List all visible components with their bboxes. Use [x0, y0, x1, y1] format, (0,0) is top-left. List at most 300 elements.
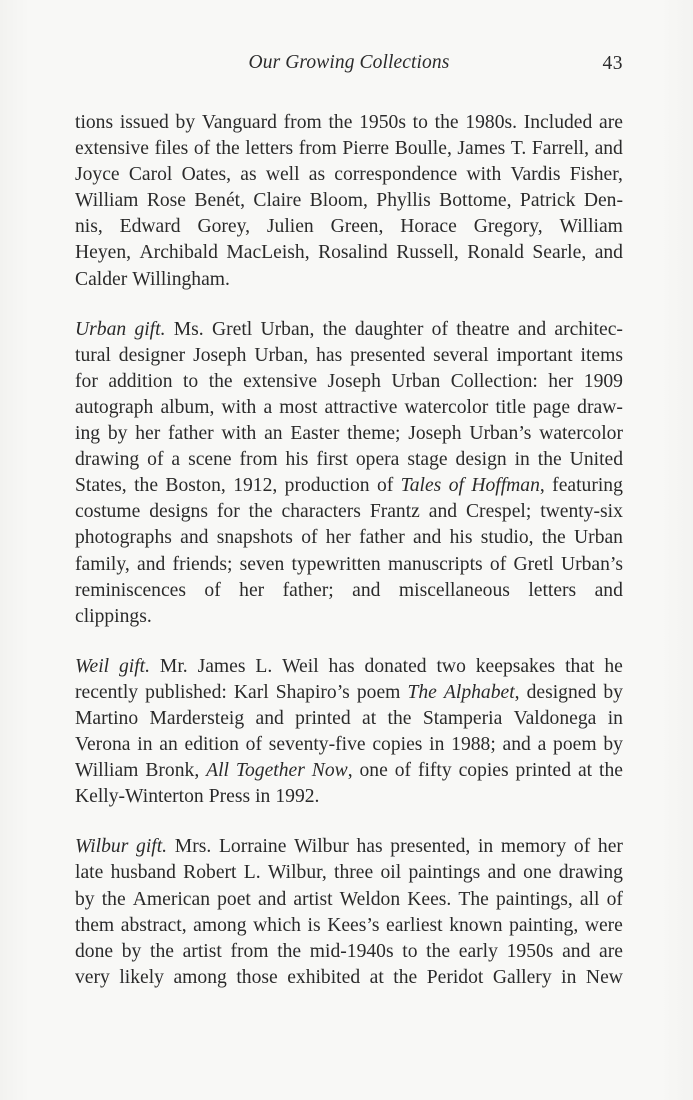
roman-text: seventy-five: [268, 734, 366, 756]
word: [527, 680, 597, 706]
word: [488, 860, 516, 886]
word: [451, 732, 496, 758]
word: [286, 447, 309, 473]
word: [595, 578, 623, 604]
word: [268, 860, 327, 886]
word: [217, 499, 240, 525]
roman-text: costume: [75, 501, 141, 523]
roman-text: Included: [523, 112, 593, 133]
word: [120, 214, 181, 240]
running-head: [75, 52, 623, 82]
roman-text: Joseph: [193, 344, 247, 366]
word: [282, 499, 361, 525]
word: [429, 732, 444, 758]
word: [75, 860, 103, 886]
roman-text: a: [263, 396, 273, 418]
roman-text: her: [548, 370, 574, 392]
word: [459, 758, 509, 784]
word: [132, 267, 230, 293]
roman-text: he: [604, 655, 623, 677]
roman-text: Archibald: [139, 242, 218, 264]
roman-text: first: [316, 449, 348, 471]
roman-text: Lorraine: [218, 836, 287, 858]
word: [532, 240, 586, 266]
roman-text: typewritten: [291, 553, 381, 575]
word: [407, 680, 436, 706]
word: [449, 473, 464, 499]
roman-text: Urban’s: [469, 423, 532, 445]
roman-text: has: [316, 344, 343, 366]
roman-text: opera: [355, 449, 400, 471]
roman-text: photographs: [75, 527, 172, 549]
roman-text: as: [308, 164, 326, 186]
word: [459, 939, 498, 965]
roman-text: several: [433, 344, 489, 366]
word: [548, 369, 573, 395]
paragraph-gap: [75, 810, 623, 834]
text-line: [75, 317, 623, 343]
roman-text: the: [541, 527, 566, 549]
roman-text: Press: [208, 786, 251, 808]
text-line: [75, 680, 623, 706]
text-line: [75, 860, 623, 886]
word: [450, 525, 473, 551]
word: [327, 913, 379, 939]
roman-text: a: [537, 734, 547, 756]
roman-text: tural: [75, 344, 111, 366]
text-line: [75, 654, 623, 680]
roman-text: Rose: [146, 190, 186, 212]
word: [279, 395, 317, 421]
roman-text: are: [599, 112, 623, 133]
word: [75, 343, 111, 369]
word: [295, 706, 351, 732]
roman-text: addition: [108, 370, 173, 392]
roman-text: and: [502, 734, 531, 756]
word: [435, 110, 459, 136]
roman-text: well: [265, 164, 300, 186]
word: [159, 732, 178, 758]
roman-text: of: [431, 318, 448, 340]
word: [599, 110, 623, 136]
word: [533, 395, 570, 421]
roman-text: to: [182, 370, 199, 392]
word: [329, 654, 355, 680]
word: [323, 317, 347, 343]
word: [539, 421, 623, 447]
word: [513, 552, 553, 578]
word: [285, 473, 370, 499]
word: [451, 369, 538, 395]
roman-text: Claire: [253, 190, 302, 212]
word: [365, 654, 427, 680]
roman-text: American: [132, 888, 210, 910]
roman-text: presented: [350, 344, 426, 366]
word: [136, 834, 167, 860]
word: [496, 887, 573, 913]
roman-text: Ms.: [173, 318, 204, 340]
word: [202, 110, 277, 136]
roman-text: his: [285, 449, 309, 471]
word: [75, 939, 113, 965]
word: [357, 680, 401, 706]
word: [209, 369, 233, 395]
roman-text: drawing: [558, 862, 623, 884]
roman-text: her: [325, 527, 351, 549]
roman-text: Verona: [75, 734, 131, 756]
word: [559, 214, 622, 240]
word: [407, 887, 451, 913]
roman-text: featuring: [552, 475, 623, 497]
roman-text: abstract,: [120, 914, 187, 936]
roman-text: by: [107, 423, 128, 445]
word: [456, 447, 507, 473]
roman-text: of: [376, 475, 394, 497]
text-line: [75, 499, 623, 525]
word: [562, 939, 590, 965]
word: [309, 162, 325, 188]
word: [75, 965, 110, 991]
word: [75, 214, 103, 240]
word: [347, 421, 400, 447]
word: [147, 447, 163, 473]
word: [233, 473, 277, 499]
roman-text: Kees’s: [327, 914, 380, 936]
roman-text: her: [597, 836, 623, 858]
text-line: [75, 447, 623, 473]
roman-text: and: [352, 579, 381, 601]
word: [328, 110, 352, 136]
roman-text: Joseph: [408, 423, 462, 445]
roman-text: Edward: [119, 216, 181, 238]
word: [603, 732, 623, 758]
roman-text: an: [264, 423, 283, 445]
roman-text: family,: [75, 553, 130, 575]
roman-text: 1912,: [233, 475, 278, 497]
word: [433, 343, 488, 369]
roman-text: and: [255, 707, 284, 729]
roman-text: the: [537, 449, 562, 471]
roman-text: designer: [118, 344, 186, 366]
word: [75, 758, 138, 784]
word: [149, 706, 244, 732]
word: [474, 214, 543, 240]
roman-text: Gallery: [492, 966, 552, 988]
word: [183, 369, 198, 395]
roman-text: Rosalind: [318, 242, 388, 264]
word: [598, 834, 623, 860]
word: [108, 369, 172, 395]
italic-text: Tales: [400, 475, 442, 497]
roman-text: Wilbur,: [267, 862, 327, 884]
roman-text: of: [489, 553, 507, 575]
word: [308, 913, 321, 939]
roman-text: those: [236, 966, 278, 988]
roman-text: Crespel;: [465, 501, 532, 523]
roman-text: at: [362, 707, 377, 729]
roman-text: Willingham.: [132, 268, 230, 290]
word: [586, 965, 623, 991]
roman-text: Heyen,: [75, 242, 132, 264]
word: [542, 525, 566, 551]
roman-text: has: [356, 836, 383, 858]
word: [75, 680, 138, 706]
roman-text: Green,: [330, 216, 384, 238]
roman-text: the: [101, 888, 126, 910]
roman-text: are: [599, 940, 623, 962]
word: [149, 499, 208, 525]
word: [137, 732, 152, 758]
word: [599, 758, 623, 784]
roman-text: Joseph: [327, 370, 381, 392]
roman-text: paintings,: [496, 888, 573, 910]
word: [75, 369, 98, 395]
roman-text: of: [301, 527, 318, 549]
word: [129, 162, 173, 188]
roman-text: L.: [243, 862, 261, 884]
roman-text: is: [307, 914, 321, 936]
word: [293, 887, 332, 913]
word: [334, 860, 373, 886]
roman-text: files: [154, 138, 189, 160]
word: [75, 784, 204, 810]
word: [495, 395, 525, 421]
word: [574, 525, 623, 551]
word: [140, 240, 218, 266]
word: [267, 214, 314, 240]
roman-text: by: [603, 734, 623, 756]
roman-text: daughter: [354, 318, 424, 340]
word: [514, 706, 597, 732]
roman-text: album,: [160, 396, 215, 418]
roman-text: Mrs.: [174, 836, 212, 858]
word: [75, 162, 120, 188]
roman-text: Julien: [266, 216, 314, 238]
roman-text: known: [449, 914, 503, 936]
word: [108, 421, 128, 447]
roman-text: William: [75, 190, 139, 212]
roman-text: of: [394, 760, 412, 782]
text-line: [75, 887, 623, 913]
roman-text: architec-: [554, 318, 623, 340]
roman-text: ,: [539, 475, 545, 497]
roman-text: Bloom,: [309, 190, 368, 212]
roman-text: watercolor: [404, 396, 489, 418]
word: [75, 552, 130, 578]
word: [429, 499, 457, 525]
roman-text: the: [599, 760, 623, 782]
word: [145, 758, 199, 784]
word: [75, 706, 138, 732]
roman-text: the: [434, 112, 459, 133]
word: [120, 110, 169, 136]
roman-text: Gregory,: [473, 216, 543, 238]
roman-text: Carol: [128, 164, 173, 186]
roman-text: Farrell,: [531, 138, 589, 160]
text-line: [75, 604, 623, 630]
word: [75, 136, 149, 162]
text-line: [75, 343, 623, 369]
roman-text: by: [75, 888, 95, 910]
word: [352, 578, 380, 604]
word: [168, 421, 214, 447]
roman-text: Robert: [183, 862, 237, 884]
roman-text: an: [159, 734, 178, 756]
roman-text: published:: [145, 681, 227, 703]
word: [501, 834, 566, 860]
word: [197, 214, 250, 240]
word: [287, 965, 360, 991]
word: [528, 578, 576, 604]
roman-text: from: [230, 940, 269, 962]
word: [236, 965, 277, 991]
roman-text: theatre: [456, 318, 510, 340]
roman-text: Kees.: [407, 888, 452, 910]
word: [490, 552, 506, 578]
word: [595, 240, 623, 266]
word: [478, 834, 493, 860]
text-line: [75, 552, 623, 578]
word: [171, 447, 180, 473]
word: [255, 784, 270, 810]
roman-text: Wilbur: [294, 836, 349, 858]
paragraph-gap: [75, 630, 623, 654]
roman-text: and: [562, 940, 591, 962]
word: [515, 447, 530, 473]
roman-text: with: [221, 423, 257, 445]
word: [240, 447, 278, 473]
roman-text: Shapiro’s: [275, 681, 350, 703]
roman-text: in: [514, 449, 530, 471]
word: [510, 162, 560, 188]
word: [604, 654, 623, 680]
word: [466, 499, 531, 525]
italic-text: Weil: [75, 655, 110, 677]
roman-text: poem: [553, 734, 597, 756]
roman-text: among: [173, 966, 227, 988]
roman-text: in: [137, 734, 153, 756]
text-line: [75, 939, 623, 965]
roman-text: Patrick: [519, 190, 576, 212]
roman-text: husband: [110, 862, 176, 884]
word: [253, 913, 301, 939]
roman-text: and: [428, 501, 458, 523]
word: [432, 317, 448, 343]
word: [119, 965, 164, 991]
word: [301, 525, 317, 551]
roman-text: exhibited: [287, 966, 361, 988]
word: [212, 317, 252, 343]
word: [603, 680, 623, 706]
roman-text: the: [387, 707, 412, 729]
word: [328, 369, 381, 395]
word: [217, 887, 251, 913]
word: [362, 706, 376, 732]
word: [75, 654, 109, 680]
roman-text: States,: [75, 475, 127, 497]
word: [390, 834, 470, 860]
word: [135, 421, 160, 447]
roman-text: for: [75, 370, 98, 392]
roman-text: ,: [514, 681, 520, 703]
word: [331, 214, 384, 240]
roman-text: attractive: [324, 396, 398, 418]
word: [481, 525, 534, 551]
roman-text: memory: [500, 836, 567, 858]
word: [255, 654, 272, 680]
roman-text: one: [359, 760, 388, 782]
roman-text: the: [134, 475, 159, 497]
word: [155, 136, 189, 162]
word: [176, 110, 196, 136]
roman-text: all: [579, 888, 600, 910]
roman-text: by: [121, 940, 142, 962]
roman-text: miscellaneous: [398, 579, 510, 601]
word: [119, 343, 185, 369]
running-title: Our Growing Collections: [248, 52, 450, 73]
paragraph-wilbur-gift: [75, 834, 623, 991]
word: [493, 965, 552, 991]
word: [467, 240, 524, 266]
roman-text: the: [215, 138, 240, 160]
word: [578, 758, 592, 784]
word: [299, 136, 337, 162]
roman-text: designed: [526, 681, 597, 703]
roman-text: Bronk,: [145, 760, 200, 782]
word: [244, 860, 261, 886]
roman-text: with: [466, 164, 502, 186]
italic-text: Alphabet: [443, 681, 515, 703]
word: [147, 188, 186, 214]
word: [559, 860, 623, 886]
text-line: [75, 913, 623, 939]
italic-text: The: [407, 681, 437, 703]
roman-text: watercolor: [539, 423, 623, 445]
word: [561, 552, 623, 578]
roman-text: her: [135, 423, 161, 445]
word: [359, 525, 405, 551]
roman-text: the: [322, 318, 347, 340]
word: [577, 395, 623, 421]
word: [275, 784, 319, 810]
word: [507, 939, 554, 965]
roman-text: characters: [281, 501, 361, 523]
roman-text: studio,: [480, 527, 534, 549]
word: [253, 188, 301, 214]
roman-text: Urban: [391, 370, 441, 392]
word: [243, 369, 317, 395]
word: [570, 447, 623, 473]
word: [471, 473, 544, 499]
italic-text: Wilbur: [75, 836, 129, 858]
roman-text: the: [393, 966, 418, 988]
word: [137, 552, 165, 578]
roman-text: and: [180, 527, 209, 549]
word: [240, 552, 285, 578]
roman-text: correspondence: [334, 164, 458, 186]
word: [370, 499, 420, 525]
word: [173, 552, 233, 578]
roman-text: painting,: [509, 914, 579, 936]
roman-text: the: [328, 112, 353, 133]
roman-text: snapshots: [216, 527, 293, 549]
word: [256, 706, 284, 732]
word: [310, 939, 394, 965]
roman-text: done: [75, 940, 114, 962]
word: [465, 110, 517, 136]
word: [584, 188, 623, 214]
roman-text: and: [137, 553, 166, 575]
